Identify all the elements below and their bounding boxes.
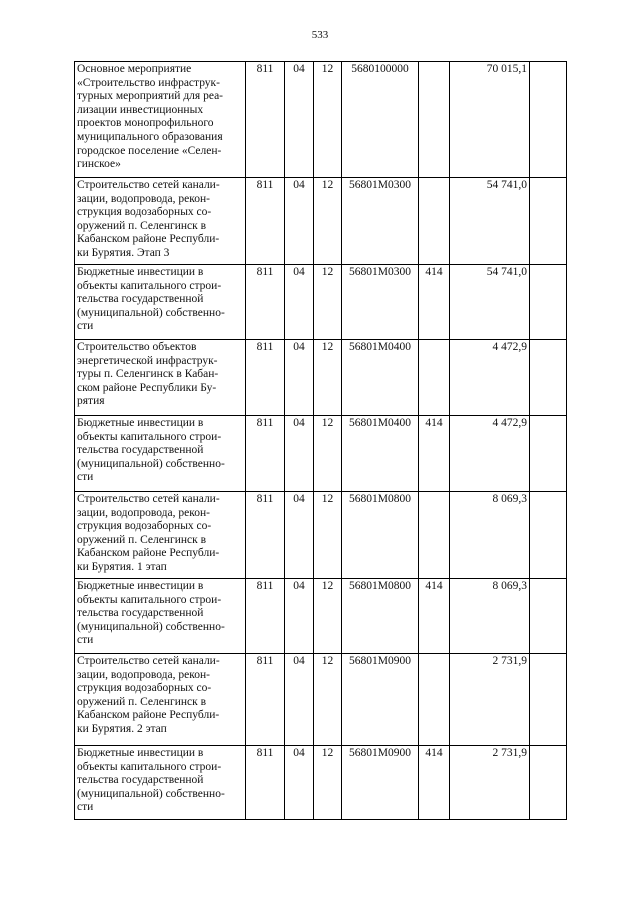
row-name-cell: Строительство сетей канали- зации, водопровода, рекон- струкция водозаборных со- оружений п. Селенгинск в Кабанском районе Республи- ки Бурятия. 1 этап bbox=[75, 492, 246, 579]
ministry-code-cell: 811 bbox=[246, 654, 285, 746]
row-name-cell: Основное мероприятие «Строительство инфраструк- турных мероприятий для реа- лизации инвестиционных проектов монопрофильного муниципального образования городское поселение «Селен- гинское» bbox=[75, 62, 246, 178]
ministry-code-cell: 811 bbox=[246, 265, 285, 340]
expense-type-code-cell: 414 bbox=[419, 265, 450, 340]
expense-type-code-cell bbox=[419, 654, 450, 746]
amount-cell: 8 069,3 bbox=[450, 579, 530, 654]
amount-cell: 2 731,9 bbox=[450, 746, 530, 820]
amount-cell: 4 472,9 bbox=[450, 416, 530, 492]
section-code-cell: 04 bbox=[285, 654, 314, 746]
ministry-code-cell: 811 bbox=[246, 178, 285, 265]
target-item-code-cell: 5680100000 bbox=[342, 62, 419, 178]
section-code-cell: 04 bbox=[285, 492, 314, 579]
extra-cell bbox=[530, 746, 567, 820]
ministry-code-cell: 811 bbox=[246, 746, 285, 820]
row-name-cell: Бюджетные инвестиции в объекты капитального строи- тельства государственной (муниципальной) собственно- сти bbox=[75, 746, 246, 820]
budget-table bbox=[74, 61, 567, 820]
expense-type-code-cell: 414 bbox=[419, 579, 450, 654]
extra-cell bbox=[530, 579, 567, 654]
target-item-code-cell: 56801М0800 bbox=[342, 492, 419, 579]
section-code-cell: 04 bbox=[285, 746, 314, 820]
target-item-code-cell: 56801М0900 bbox=[342, 654, 419, 746]
expense-type-code-cell bbox=[419, 178, 450, 265]
table-row bbox=[75, 492, 567, 579]
subsection-code-cell: 12 bbox=[314, 62, 342, 178]
section-code-cell: 04 bbox=[285, 62, 314, 178]
amount-cell: 2 731,9 bbox=[450, 654, 530, 746]
expense-type-code-cell bbox=[419, 492, 450, 579]
target-item-code-cell: 56801М0300 bbox=[342, 265, 419, 340]
amount-cell: 54 741,0 bbox=[450, 178, 530, 265]
target-item-code-cell: 56801М0300 bbox=[342, 178, 419, 265]
expense-type-code-cell bbox=[419, 62, 450, 178]
extra-cell bbox=[530, 340, 567, 416]
target-item-code-cell: 56801М0400 bbox=[342, 416, 419, 492]
table-row bbox=[75, 746, 567, 820]
table-row bbox=[75, 265, 567, 340]
extra-cell bbox=[530, 265, 567, 340]
row-name-cell: Бюджетные инвестиции в объекты капитального строи- тельства государственной (муниципальной) собственно- сти bbox=[75, 416, 246, 492]
expense-type-code-cell: 414 bbox=[419, 746, 450, 820]
page-number: 533 bbox=[311, 29, 329, 41]
extra-cell bbox=[530, 492, 567, 579]
section-code-cell: 04 bbox=[285, 265, 314, 340]
amount-cell: 8 069,3 bbox=[450, 492, 530, 579]
amount-cell: 54 741,0 bbox=[450, 265, 530, 340]
subsection-code-cell: 12 bbox=[314, 416, 342, 492]
row-name-cell: Бюджетные инвестиции в объекты капитального строи- тельства государственной (муниципальной) собственно- сти bbox=[75, 579, 246, 654]
extra-cell bbox=[530, 654, 567, 746]
subsection-code-cell: 12 bbox=[314, 579, 342, 654]
table-row bbox=[75, 62, 567, 178]
subsection-code-cell: 12 bbox=[314, 265, 342, 340]
amount-cell: 70 015,1 bbox=[450, 62, 530, 178]
row-name-cell: Строительство сетей канали- зации, водопровода, рекон- струкция водозаборных со- оружений п. Селенгинск в Кабанском районе Республи- ки Бурятия. 2 этап bbox=[75, 654, 246, 746]
section-code-cell: 04 bbox=[285, 340, 314, 416]
section-code-cell: 04 bbox=[285, 579, 314, 654]
section-code-cell: 04 bbox=[285, 178, 314, 265]
subsection-code-cell: 12 bbox=[314, 746, 342, 820]
table-row bbox=[75, 178, 567, 265]
subsection-code-cell: 12 bbox=[314, 654, 342, 746]
row-name-cell: Строительство объектов энергетической инфраструк- туры п. Селенгинск в Кабан- ском районе Республики Бу- рятия bbox=[75, 340, 246, 416]
expense-type-code-cell bbox=[419, 340, 450, 416]
extra-cell bbox=[530, 62, 567, 178]
section-code-cell: 04 bbox=[285, 416, 314, 492]
target-item-code-cell: 56801М0900 bbox=[342, 746, 419, 820]
ministry-code-cell: 811 bbox=[246, 416, 285, 492]
table-row bbox=[75, 579, 567, 654]
ministry-code-cell: 811 bbox=[246, 340, 285, 416]
extra-cell bbox=[530, 416, 567, 492]
row-name-cell: Строительство сетей канали- зации, водопровода, рекон- струкция водозаборных со- оружений п. Селенгинск в Кабанском районе Республи- ки Бурятия. Этап 3 bbox=[75, 178, 246, 265]
budget-table-body bbox=[75, 62, 567, 820]
subsection-code-cell: 12 bbox=[314, 178, 342, 265]
target-item-code-cell: 56801М0400 bbox=[342, 340, 419, 416]
amount-cell: 4 472,9 bbox=[450, 340, 530, 416]
expense-type-code-cell: 414 bbox=[419, 416, 450, 492]
extra-cell bbox=[530, 178, 567, 265]
table-row bbox=[75, 654, 567, 746]
table-row bbox=[75, 340, 567, 416]
ministry-code-cell: 811 bbox=[246, 579, 285, 654]
subsection-code-cell: 12 bbox=[314, 340, 342, 416]
table-row bbox=[75, 416, 567, 492]
target-item-code-cell: 56801М0800 bbox=[342, 579, 419, 654]
row-name-cell: Бюджетные инвестиции в объекты капитального строи- тельства государственной (муниципальной) собственно- сти bbox=[75, 265, 246, 340]
ministry-code-cell: 811 bbox=[246, 492, 285, 579]
ministry-code-cell: 811 bbox=[246, 62, 285, 178]
subsection-code-cell: 12 bbox=[314, 492, 342, 579]
